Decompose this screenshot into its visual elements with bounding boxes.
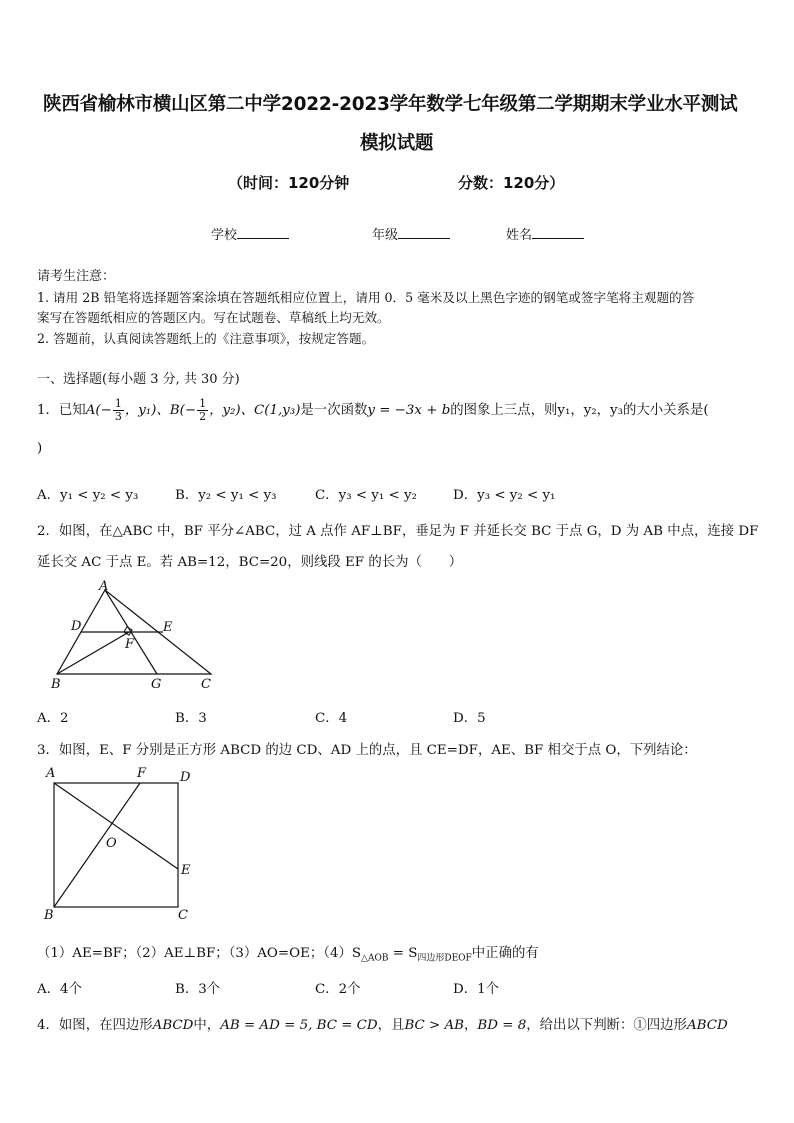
- q3-option-b[interactable]: B．3个: [175, 982, 221, 997]
- q4-text-3: ，: [464, 1018, 478, 1033]
- label-a: A: [99, 579, 109, 594]
- q4-text-2: ，且: [377, 1018, 405, 1033]
- q4-equation-2: BC > AB: [404, 1018, 465, 1033]
- q1-close: ): [37, 441, 43, 456]
- label-d: D: [180, 770, 191, 785]
- q3-sub-deof: 四边形DEOF: [417, 953, 472, 964]
- q1-y2-c: ，y₂)、C(1,y₃): [209, 403, 301, 418]
- segment-ae: [54, 783, 178, 869]
- q3-line1: 3．如图，E、F 分别是正方形 ABCD 的边 CD、AD 上的点，且 CE=DF，AE、BF 相交于点 O，下列结论：: [37, 743, 697, 758]
- q4-text-1: 中，: [193, 1018, 221, 1033]
- grade-blank: [398, 226, 450, 239]
- label-d: D: [71, 619, 82, 634]
- q1-option-c[interactable]: C．y₃ < y₁ < y₂: [315, 488, 417, 503]
- q1-y1: ，y₁)、: [124, 403, 170, 418]
- label-c: C: [178, 908, 188, 923]
- q1-fraction-2: $\frac{1}{2}$: [199, 397, 207, 423]
- label-e: E: [163, 620, 173, 635]
- label-e: E: [181, 863, 191, 878]
- grade-field: [372, 224, 450, 243]
- question-4: [37, 1014, 728, 1033]
- q1-fraction-1: $\frac{1}{3}$: [114, 397, 122, 423]
- segment-bf: [54, 783, 140, 907]
- q1-prefix: 1．已知: [37, 403, 86, 418]
- q4-prefix: 4．如图，在四边形: [37, 1018, 153, 1033]
- q1-option-a[interactable]: A．y₁ < y₂ < y₃: [37, 488, 139, 503]
- school-field: [211, 224, 289, 243]
- notice-line3: 2. 答题前，认真阅读答题纸上的《注意事项》，按规定答题。: [37, 331, 375, 346]
- q3-conclusions: [37, 942, 539, 964]
- notice-heading: 请考生注意：: [37, 269, 116, 284]
- label-a: A: [46, 766, 56, 781]
- grade-label: 年级: [372, 228, 399, 243]
- notice-line2: 案写在答题纸相应的答题区内。写在试题卷、草稿纸上均无效。: [37, 310, 390, 325]
- q4-equation-3: BD = 8: [477, 1018, 527, 1033]
- segment-bf: [57, 632, 129, 674]
- q4-text-4: ，给出以下判断：①四边形: [526, 1018, 687, 1033]
- q3-option-d[interactable]: D．1个: [453, 982, 500, 997]
- q3-conclusions-post: 中正确的有: [471, 946, 539, 961]
- q3-conclusions-pre: （1）AE=BF；（2）AE⊥BF；（3）AO=OE；（4）S: [37, 946, 362, 961]
- section-heading: 一、选择题(每小题 3 分, 共 30 分): [37, 372, 240, 387]
- q1-option-d[interactable]: D．y₃ < y₂ < y₁: [453, 488, 556, 503]
- q3-sub-aob: △AOB: [361, 953, 389, 964]
- page-title-line1: 陕西省榆林市横山区第二中学2022-2023学年数学七年级第二学期期末学业水平测试: [43, 94, 738, 115]
- exam-score: 分数：120分）: [458, 174, 565, 192]
- q2-line2: 延长交 AC 于点 E。若 AB=12，BC=20，则线段 EF 的长为（ ）: [37, 555, 463, 570]
- q2-option-a[interactable]: A．2: [37, 711, 69, 726]
- q3-option-c[interactable]: C．2个: [315, 982, 361, 997]
- q2-triangle-figure: [45, 578, 225, 693]
- q4-equation-1: AB = AD = 5, BC = CD: [220, 1018, 378, 1033]
- q4-abcd-2: ABCD: [686, 1018, 728, 1033]
- label-b: B: [44, 908, 54, 923]
- q2-option-d[interactable]: D．5: [453, 711, 486, 726]
- label-f: F: [125, 637, 135, 652]
- q1-point-a: A(−: [85, 403, 112, 418]
- label-c: C: [201, 677, 211, 692]
- question-1: [37, 398, 709, 423]
- exam-time: （时间：120分钟: [228, 174, 350, 192]
- page-title-line2: 模拟试题: [360, 133, 434, 154]
- label-b: B: [51, 677, 61, 692]
- name-blank: [532, 226, 584, 239]
- label-g: G: [151, 677, 162, 692]
- label-o: O: [106, 836, 117, 851]
- notice-line1: 1. 请用 2B 铅笔将选择题答案涂填在答题纸相应位置上，请用 0．5 毫米及以上黑色字迹的钢笔或签字笔将主观题的答: [37, 290, 695, 305]
- q1-suffix: 的图象上三点，则y₁，y₂，y₃的大小关系是(: [450, 403, 709, 418]
- q3-square-figure: [40, 763, 200, 923]
- q1-function: y = −3x + b: [367, 403, 451, 418]
- name-field: [506, 224, 584, 243]
- q2-option-b[interactable]: B．3: [175, 711, 207, 726]
- name-label: 姓名: [506, 228, 533, 243]
- q1-mid: 是一次函数: [300, 403, 368, 418]
- q4-abcd: ABCD: [152, 1018, 194, 1033]
- q1-point-b: B(−: [169, 403, 197, 418]
- q3-option-a[interactable]: A．4个: [37, 982, 82, 997]
- school-blank: [237, 226, 289, 239]
- school-label: 学校: [211, 228, 238, 243]
- q1-option-b[interactable]: B．y₂ < y₁ < y₃: [175, 488, 277, 503]
- label-f: F: [137, 766, 147, 781]
- q3-equals: = S: [388, 946, 418, 961]
- q2-option-c[interactable]: C．4: [315, 711, 348, 726]
- q2-line1: 2．如图，在△ABC 中，BF 平分∠ABC，过 A 点作 AF⊥BF，垂足为 F 并延长交 BC 于点 G，D 为 AB 中点，连接 DF: [37, 524, 759, 539]
